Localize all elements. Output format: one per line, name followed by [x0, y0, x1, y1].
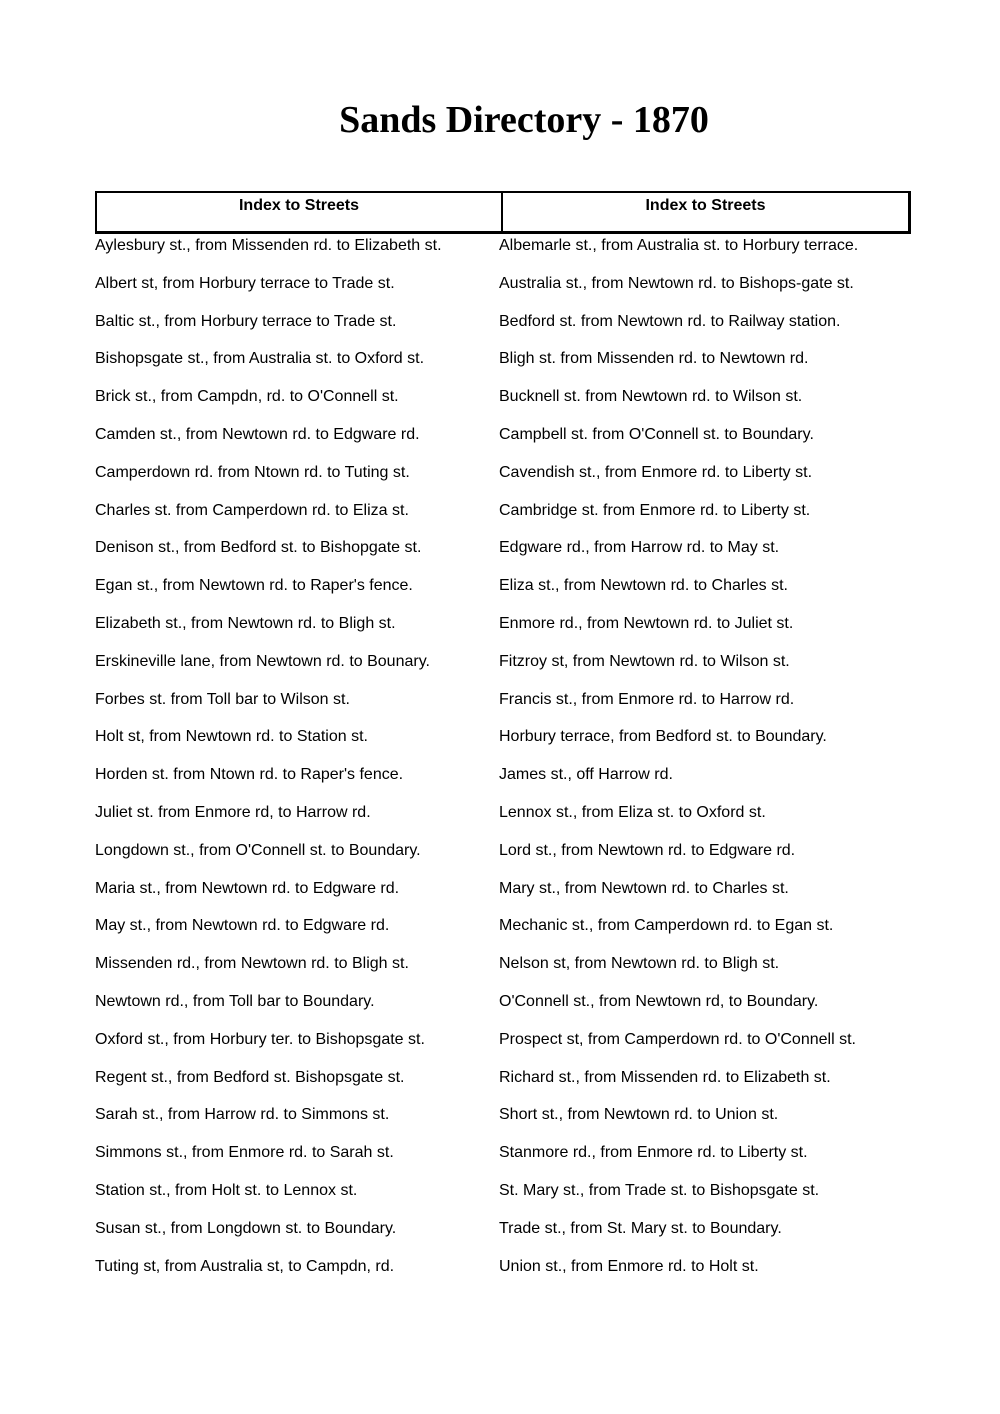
- street-entry: Tuting st, from Australia st, to Campdn, rd.: [95, 1257, 395, 1275]
- street-entry: Brick st., from Campdn, rd. to O'Connell st.: [95, 388, 399, 406]
- street-entry: Cavendish st., from Enmore rd. to Liberty st.: [499, 463, 813, 481]
- street-entry: Juliet st. from Enmore rd, to Harrow rd.: [95, 803, 371, 821]
- street-entry: Forbes st. from Toll bar to Wilson st.: [95, 690, 350, 708]
- street-entry: Missenden rd., from Newtown rd. to Bligh st.: [95, 955, 409, 973]
- index-header-row: [95, 191, 911, 234]
- street-index-right-column: [499, 230, 909, 1288]
- street-entry: Longdown st., from O'Connell st. to Boundary.: [95, 841, 421, 859]
- street-entry: Station st., from Holt st. to Lennox st.: [95, 1181, 358, 1199]
- street-entry: Egan st., from Newtown rd. to Raper's fence.: [95, 577, 413, 595]
- street-entry: Elizabeth st., from Newtown rd. to Bligh st.: [95, 614, 396, 632]
- street-entry: Fitzroy st, from Newtown rd. to Wilson st.: [499, 652, 790, 670]
- street-entry: Camperdown rd. from Ntown rd. to Tuting st.: [95, 463, 410, 481]
- street-entry: James st., off Harrow rd.: [499, 766, 673, 784]
- street-entry: Mechanic st., from Camperdown rd. to Egan st.: [499, 917, 834, 935]
- street-entry: Denison st., from Bedford st. to Bishopgate st.: [95, 539, 422, 557]
- street-entry: Holt st, from Newtown rd. to Station st.: [95, 728, 368, 746]
- street-entry: Bedford st. from Newtown rd. to Railway station.: [499, 312, 841, 330]
- street-entry: Baltic st., from Horbury terrace to Trade st.: [95, 312, 397, 330]
- street-entry: Nelson st, from Newtown rd. to Bligh st.: [499, 955, 780, 973]
- street-entry: Maria st., from Newtown rd. to Edgware rd.: [95, 879, 400, 897]
- street-index-left-column: [95, 230, 500, 1288]
- page-title: Sands Directory - 1870: [339, 99, 709, 141]
- street-entry: May st., from Newtown rd. to Edgware rd.: [95, 917, 390, 935]
- index-header-right: Index to Streets: [645, 197, 766, 214]
- street-entry: Newtown rd., from Toll bar to Boundary.: [95, 992, 375, 1010]
- street-entry: Edgware rd., from Harrow rd. to May st.: [499, 539, 780, 557]
- street-entry: Bucknell st. from Newtown rd. to Wilson st.: [499, 388, 803, 406]
- street-entry: Lennox st., from Eliza st. to Oxford st.: [499, 803, 766, 821]
- street-entry: Australia st., from Newtown rd. to Bishops-gate st.: [499, 274, 854, 292]
- street-entry: Bishopsgate st., from Australia st. to Oxford st.: [95, 350, 425, 368]
- street-entry: Lord st., from Newtown rd. to Edgware rd.: [499, 841, 796, 859]
- street-entry: Albemarle st., from Australia st. to Horbury terrace.: [499, 237, 859, 254]
- street-entry: St. Mary st., from Trade st. to Bishopsgate st.: [499, 1181, 820, 1199]
- street-entry: Cambridge st. from Enmore rd. to Liberty st.: [499, 501, 811, 519]
- street-entry: Stanmore rd., from Enmore rd. to Liberty st.: [499, 1144, 808, 1162]
- street-entry: Francis st., from Enmore rd. to Harrow rd.: [499, 690, 795, 708]
- street-entry: O'Connell st., from Newtown rd, to Boundary.: [499, 992, 819, 1010]
- street-entry: Short st., from Newtown rd. to Union st.: [499, 1106, 779, 1124]
- street-entry: Charles st. from Camperdown rd. to Eliza st.: [95, 501, 409, 519]
- street-entry: Simmons st., from Enmore rd. to Sarah st.: [95, 1144, 394, 1162]
- street-entry: Campbell st. from O'Connell st. to Boundary.: [499, 425, 814, 443]
- street-entry: Aylesbury st., from Missenden rd. to Elizabeth st.: [95, 237, 442, 254]
- street-entry: Horbury terrace, from Bedford st. to Boundary.: [499, 728, 827, 746]
- street-entry: Susan st., from Longdown st. to Boundary.: [95, 1219, 397, 1237]
- street-entry: Regent st., from Bedford st. Bishopsgate st.: [95, 1068, 405, 1086]
- street-entry: Prospect st, from Camperdown rd. to O'Connell st.: [499, 1030, 856, 1048]
- street-entry: Albert st, from Horbury terrace to Trade st.: [95, 274, 395, 292]
- street-entry: Erskineville lane, from Newtown rd. to Bounary.: [95, 652, 430, 670]
- street-entry: Mary st., from Newtown rd. to Charles st.: [499, 879, 789, 897]
- street-entry: Camden st., from Newtown rd. to Edgware rd.: [95, 425, 420, 443]
- street-entry: Trade st., from St. Mary st. to Boundary.: [499, 1219, 782, 1237]
- street-entry: Eliza st., from Newtown rd. to Charles st.: [499, 577, 788, 595]
- street-entry: Enmore rd., from Newtown rd. to Juliet st.: [499, 614, 794, 632]
- street-entry: Richard st., from Missenden rd. to Elizabeth st.: [499, 1068, 831, 1086]
- street-entry: Sarah st., from Harrow rd. to Simmons st.: [95, 1106, 390, 1124]
- index-header-left: Index to Streets: [97, 193, 503, 231]
- street-entry: Bligh st. from Missenden rd. to Newtown rd.: [499, 350, 809, 368]
- street-entry: Union st., from Enmore rd. to Holt st.: [499, 1257, 759, 1275]
- street-entry: Oxford st., from Horbury ter. to Bishopsgate st.: [95, 1030, 425, 1048]
- street-entry: Horden st. from Ntown rd. to Raper's fence.: [95, 766, 404, 784]
